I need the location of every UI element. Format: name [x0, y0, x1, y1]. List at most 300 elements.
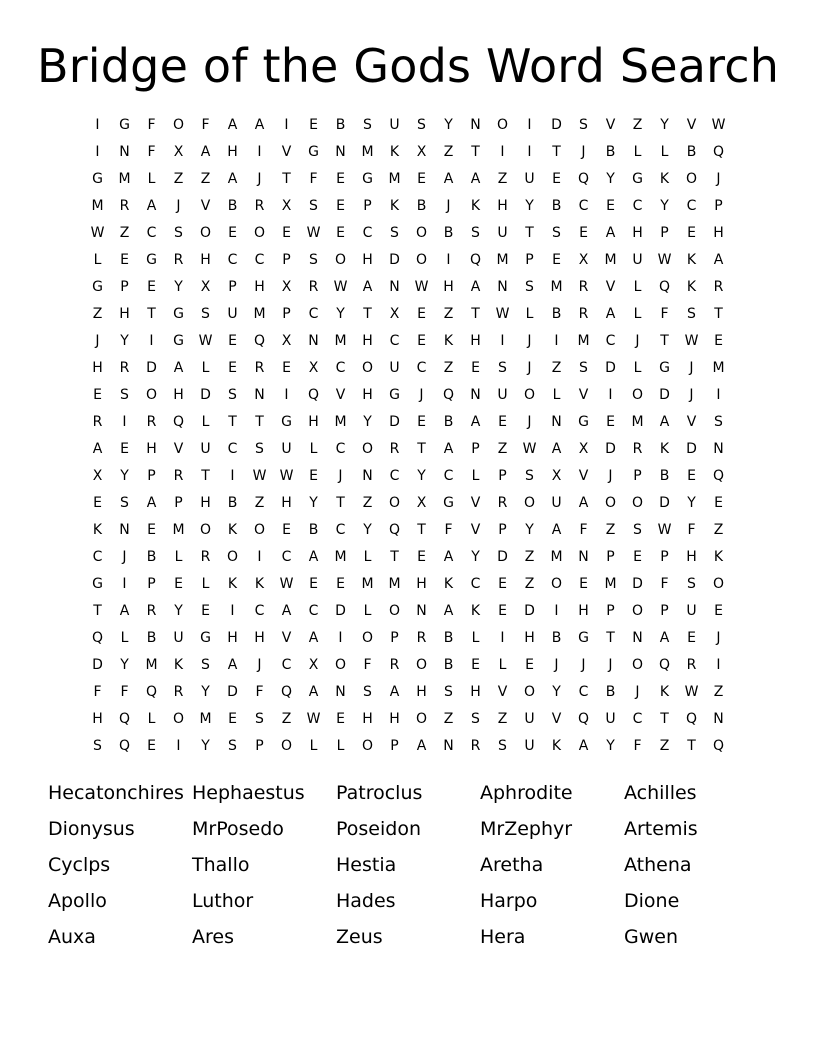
grid-letter: B: [227, 198, 238, 214]
grid-letter: A: [173, 360, 184, 376]
grid-letter: E: [525, 657, 534, 673]
grid-letter: A: [470, 414, 481, 430]
grid-letter: S: [579, 360, 588, 376]
grid-letter: J: [176, 198, 181, 214]
grid-letter: T: [471, 306, 480, 322]
grid-letter: F: [120, 684, 129, 700]
grid-letter: F: [660, 576, 669, 592]
grid-letter: J: [257, 171, 262, 187]
grid-letter: L: [309, 441, 318, 457]
grid-letter: Q: [712, 468, 725, 484]
grid-letter: C: [578, 684, 589, 700]
grid-letter: U: [497, 225, 508, 241]
grid-letter: P: [174, 495, 183, 511]
grid-letter: C: [362, 225, 373, 241]
word-list-item: Athena: [624, 854, 692, 876]
grid-letter: Q: [658, 657, 671, 673]
grid-letter: U: [551, 495, 562, 511]
grid-row: [84, 706, 732, 733]
grid-letter: D: [686, 441, 697, 457]
grid-letter: X: [281, 333, 292, 349]
grid-letter: E: [606, 414, 615, 430]
grid-letter: L: [201, 576, 210, 592]
grid-letter: M: [334, 549, 347, 565]
grid-letter: S: [525, 468, 534, 484]
grid-letter: Q: [118, 711, 131, 727]
grid-letter: K: [713, 549, 724, 565]
grid-letter: I: [446, 252, 451, 268]
grid-letter: N: [416, 603, 427, 619]
grid-letter: Z: [497, 441, 508, 457]
grid-letter: W: [657, 522, 672, 538]
grid-letter: U: [227, 306, 238, 322]
grid-letter: A: [281, 603, 292, 619]
grid-letter: K: [686, 279, 697, 295]
grid-letter: Y: [336, 306, 345, 322]
grid-letter: E: [687, 468, 696, 484]
grid-letter: V: [281, 630, 292, 646]
grid-letter: T: [552, 144, 561, 160]
grid-letter: V: [335, 387, 346, 403]
grid-letter: G: [659, 360, 670, 376]
grid-row: [84, 274, 732, 301]
grid-letter: J: [122, 549, 127, 565]
grid-letter: E: [120, 252, 129, 268]
grid-letter: L: [93, 252, 102, 268]
grid-letter: R: [578, 279, 589, 295]
grid-letter: O: [631, 657, 644, 673]
grid-letter: D: [524, 603, 535, 619]
grid-letter: L: [525, 306, 534, 322]
grid-letter: E: [309, 468, 318, 484]
grid-letter: A: [443, 603, 454, 619]
grid-letter: K: [659, 441, 670, 457]
grid-letter: G: [362, 171, 373, 187]
grid-letter: W: [657, 252, 672, 268]
word-list-item: MrPosedo: [192, 818, 284, 840]
word-list-item: Dione: [624, 890, 680, 912]
grid-letter: O: [550, 576, 563, 592]
grid-letter: O: [388, 603, 401, 619]
grid-letter: U: [524, 171, 535, 187]
grid-letter: G: [119, 117, 130, 133]
grid-letter: B: [443, 414, 454, 430]
grid-letter: D: [605, 360, 616, 376]
grid-letter: A: [389, 684, 400, 700]
grid-letter: T: [336, 495, 345, 511]
grid-letter: Z: [659, 738, 670, 754]
word-list-item: Luthor: [192, 890, 254, 912]
grid-letter: K: [659, 684, 670, 700]
word-list-item: MrZephyr: [480, 818, 573, 840]
grid-letter: G: [173, 306, 184, 322]
grid-letter: L: [498, 657, 507, 673]
grid-letter: A: [227, 171, 238, 187]
grid-letter: Y: [201, 684, 210, 700]
grid-letter: H: [146, 441, 157, 457]
grid-letter: U: [524, 738, 535, 754]
grid-letter: E: [147, 279, 156, 295]
grid-letter: Y: [363, 414, 372, 430]
grid-letter: F: [309, 171, 318, 187]
grid-letter: K: [92, 522, 103, 538]
grid-letter: I: [527, 117, 532, 133]
grid-letter: Q: [91, 630, 104, 646]
grid-letter: O: [361, 441, 374, 457]
grid-letter: P: [660, 603, 669, 619]
grid-letter: S: [255, 711, 264, 727]
grid-letter: T: [147, 306, 156, 322]
grid-letter: J: [608, 468, 613, 484]
grid-letter: E: [417, 333, 426, 349]
grid-letter: W: [684, 684, 699, 700]
grid-letter: H: [578, 603, 589, 619]
page-title: Bridge of the Gods Word Search: [36, 39, 780, 93]
grid-letter: F: [201, 117, 210, 133]
grid-letter: E: [552, 171, 561, 187]
grid-letter: D: [497, 549, 508, 565]
grid-letter: P: [282, 306, 291, 322]
grid-letter: C: [632, 198, 643, 214]
grid-letter: G: [92, 171, 103, 187]
grid-letter: M: [334, 333, 347, 349]
grid-letter: A: [416, 738, 427, 754]
grid-letter: Q: [253, 333, 266, 349]
grid-letter: E: [309, 117, 318, 133]
grid-letter: P: [390, 738, 399, 754]
grid-letter: B: [551, 306, 562, 322]
grid-letter: V: [605, 279, 616, 295]
grid-letter: T: [417, 522, 426, 538]
grid-letter: X: [281, 279, 292, 295]
grid-row: [84, 112, 732, 139]
grid-letter: S: [120, 495, 129, 511]
grid-letter: Z: [497, 711, 508, 727]
grid-letter: I: [500, 333, 505, 349]
grid-letter: I: [122, 576, 127, 592]
grid-letter: O: [334, 657, 347, 673]
grid-letter: A: [713, 252, 724, 268]
grid-letter: B: [227, 495, 238, 511]
word-list-item: Aretha: [480, 854, 544, 876]
grid-letter: E: [498, 603, 507, 619]
grid-letter: I: [608, 387, 613, 403]
grid-letter: O: [361, 630, 374, 646]
grid-letter: Y: [525, 522, 534, 538]
grid-row: [84, 328, 732, 355]
grid-letter: C: [254, 252, 265, 268]
grid-letter: E: [147, 522, 156, 538]
grid-letter: B: [443, 630, 454, 646]
grid-letter: V: [686, 414, 697, 430]
grid-letter: E: [336, 198, 345, 214]
grid-letter: T: [660, 333, 669, 349]
grid-letter: L: [174, 549, 183, 565]
grid-letter: I: [554, 603, 559, 619]
grid-letter: O: [523, 495, 536, 511]
grid-letter: H: [713, 225, 724, 241]
grid-row: [84, 679, 732, 706]
grid-letter: B: [551, 198, 562, 214]
grid-letter: B: [686, 144, 697, 160]
grid-letter: R: [173, 252, 184, 268]
grid-letter: C: [254, 603, 265, 619]
grid-row: [84, 220, 732, 247]
grid-letter: V: [578, 387, 589, 403]
grid-letter: G: [200, 630, 211, 646]
grid-letter: H: [362, 333, 373, 349]
grid-letter: P: [228, 279, 237, 295]
grid-letter: H: [362, 711, 373, 727]
grid-letter: G: [146, 252, 157, 268]
grid-letter: Y: [660, 198, 669, 214]
grid-letter: I: [95, 117, 100, 133]
grid-letter: V: [281, 144, 292, 160]
grid-letter: I: [284, 387, 289, 403]
grid-letter: K: [659, 171, 670, 187]
grid-letter: Q: [469, 252, 482, 268]
grid-letter: L: [633, 360, 642, 376]
grid-letter: L: [471, 468, 480, 484]
grid-letter: E: [417, 414, 426, 430]
grid-letter: R: [146, 414, 157, 430]
grid-letter: C: [146, 225, 157, 241]
grid-letter: Y: [174, 279, 183, 295]
grid-letter: A: [308, 549, 319, 565]
grid-letter: E: [336, 225, 345, 241]
grid-letter: L: [309, 738, 318, 754]
grid-letter: S: [579, 117, 588, 133]
grid-letter: M: [604, 252, 617, 268]
grid-letter: A: [200, 144, 211, 160]
grid-row: [84, 490, 732, 517]
grid-letter: C: [443, 468, 454, 484]
grid-letter: I: [176, 738, 181, 754]
grid-letter: T: [255, 414, 264, 430]
grid-letter: K: [443, 576, 454, 592]
grid-letter: R: [254, 360, 265, 376]
grid-letter: I: [230, 468, 235, 484]
grid-letter: E: [579, 225, 588, 241]
grid-letter: X: [551, 468, 562, 484]
grid-letter: Y: [606, 171, 615, 187]
grid-letter: A: [470, 279, 481, 295]
grid-letter: C: [578, 198, 589, 214]
grid-letter: H: [470, 333, 481, 349]
grid-letter: J: [554, 657, 559, 673]
grid-letter: M: [334, 414, 347, 430]
grid-letter: C: [227, 252, 238, 268]
grid-letter: S: [309, 198, 318, 214]
word-list-item: Zeus: [336, 926, 383, 948]
grid-letter: S: [363, 117, 372, 133]
grid-letter: P: [606, 603, 615, 619]
grid-letter: O: [253, 522, 266, 538]
grid-letter: E: [282, 225, 291, 241]
grid-letter: J: [581, 144, 586, 160]
grid-letter: K: [173, 657, 184, 673]
grid-letter: E: [228, 225, 237, 241]
grid-letter: P: [714, 198, 723, 214]
grid-letter: E: [147, 738, 156, 754]
grid-letter: F: [363, 657, 372, 673]
grid-letter: O: [415, 225, 428, 241]
grid-letter: A: [443, 441, 454, 457]
grid-letter: W: [279, 576, 294, 592]
grid-letter: A: [551, 441, 562, 457]
grid-letter: R: [416, 630, 427, 646]
grid-letter: C: [335, 360, 346, 376]
grid-letter: G: [281, 414, 292, 430]
grid-letter: D: [659, 495, 670, 511]
grid-letter: I: [716, 657, 721, 673]
grid-row: [84, 652, 732, 679]
grid-letter: H: [686, 549, 697, 565]
word-list-item: Aphrodite: [480, 782, 573, 804]
grid-letter: R: [497, 495, 508, 511]
grid-letter: E: [714, 495, 723, 511]
grid-letter: O: [631, 603, 644, 619]
grid-letter: D: [659, 387, 670, 403]
grid-letter: M: [712, 360, 725, 376]
grid-letter: H: [416, 576, 427, 592]
grid-letter: H: [362, 252, 373, 268]
grid-letter: S: [309, 252, 318, 268]
grid-letter: J: [716, 630, 721, 646]
grid-letter: H: [200, 252, 211, 268]
grid-letter: R: [119, 360, 130, 376]
grid-letter: M: [361, 576, 374, 592]
grid-letter: H: [281, 495, 292, 511]
grid-letter: S: [687, 306, 696, 322]
grid-letter: E: [174, 576, 183, 592]
grid-row: [84, 247, 732, 274]
grid-letter: U: [281, 441, 292, 457]
grid-letter: W: [279, 468, 294, 484]
grid-letter: W: [252, 468, 267, 484]
grid-letter: E: [714, 333, 723, 349]
word-list-item: Hephaestus: [192, 782, 305, 804]
grid-letter: B: [551, 630, 562, 646]
grid-letter: S: [390, 225, 399, 241]
grid-letter: Y: [201, 738, 210, 754]
grid-letter: X: [308, 360, 319, 376]
grid-letter: M: [577, 333, 590, 349]
grid-letter: X: [200, 279, 211, 295]
grid-letter: O: [496, 117, 509, 133]
grid-letter: N: [470, 117, 481, 133]
grid-letter: K: [470, 198, 481, 214]
grid-letter: N: [470, 387, 481, 403]
grid-letter: T: [390, 549, 399, 565]
grid-letter: D: [605, 441, 616, 457]
grid-letter: Q: [280, 684, 293, 700]
grid-letter: S: [525, 279, 534, 295]
grid-letter: F: [147, 144, 156, 160]
grid-letter: H: [92, 360, 103, 376]
grid-letter: Y: [606, 738, 615, 754]
grid-letter: T: [417, 441, 426, 457]
grid-letter: C: [308, 603, 319, 619]
grid-letter: E: [471, 360, 480, 376]
grid-letter: O: [631, 387, 644, 403]
grid-letter: Z: [281, 711, 292, 727]
grid-letter: Y: [525, 198, 534, 214]
grid-letter: E: [552, 252, 561, 268]
grid-letter: J: [635, 333, 640, 349]
grid-letter: H: [308, 414, 319, 430]
grid-letter: Y: [417, 468, 426, 484]
grid-letter: Q: [172, 414, 185, 430]
grid-letter: R: [713, 279, 724, 295]
grid-letter: P: [120, 279, 129, 295]
grid-letter: Z: [713, 684, 724, 700]
grid-letter: B: [443, 657, 454, 673]
grid-letter: E: [282, 522, 291, 538]
grid-letter: P: [498, 468, 507, 484]
grid-letter: F: [687, 522, 696, 538]
grid-letter: T: [282, 171, 291, 187]
grid-letter: L: [147, 171, 156, 187]
grid-letter: G: [92, 576, 103, 592]
grid-letter: E: [93, 495, 102, 511]
word-list-item: Patroclus: [336, 782, 423, 804]
grid-letter: C: [686, 198, 697, 214]
grid-letter: C: [227, 441, 238, 457]
grid-letter: R: [578, 306, 589, 322]
grid-letter: X: [173, 144, 184, 160]
grid-letter: E: [309, 576, 318, 592]
grid-letter: Q: [307, 387, 320, 403]
grid-letter: E: [282, 360, 291, 376]
grid-letter: H: [362, 387, 373, 403]
grid-letter: V: [578, 468, 589, 484]
grid-letter: S: [228, 387, 237, 403]
grid-letter: C: [308, 306, 319, 322]
grid-letter: U: [497, 387, 508, 403]
grid-letter: V: [605, 117, 616, 133]
grid-letter: L: [363, 549, 372, 565]
grid-letter: A: [605, 306, 616, 322]
grid-letter: O: [523, 387, 536, 403]
grid-letter: H: [497, 198, 508, 214]
grid-letter: T: [228, 414, 237, 430]
grid-letter: Y: [552, 684, 561, 700]
word-list: [48, 778, 768, 958]
grid-letter: F: [93, 684, 102, 700]
grid-letter: O: [253, 225, 266, 241]
grid-letter: N: [254, 387, 265, 403]
grid-letter: P: [363, 198, 372, 214]
grid-letter: B: [416, 198, 427, 214]
grid-letter: A: [227, 117, 238, 133]
grid-letter: W: [684, 333, 699, 349]
grid-letter: R: [146, 603, 157, 619]
grid-row: [84, 625, 732, 652]
grid-letter: Z: [443, 306, 454, 322]
word-list-item: Hades: [336, 890, 396, 912]
grid-letter: I: [149, 333, 154, 349]
grid-letter: P: [390, 630, 399, 646]
grid-letter: J: [95, 333, 100, 349]
grid-letter: Y: [309, 495, 318, 511]
grid-letter: Z: [200, 171, 211, 187]
grid-letter: A: [659, 414, 670, 430]
word-list-item: Thallo: [192, 854, 250, 876]
grid-letter: K: [470, 603, 481, 619]
grid-letter: P: [525, 252, 534, 268]
grid-letter: Z: [362, 495, 373, 511]
